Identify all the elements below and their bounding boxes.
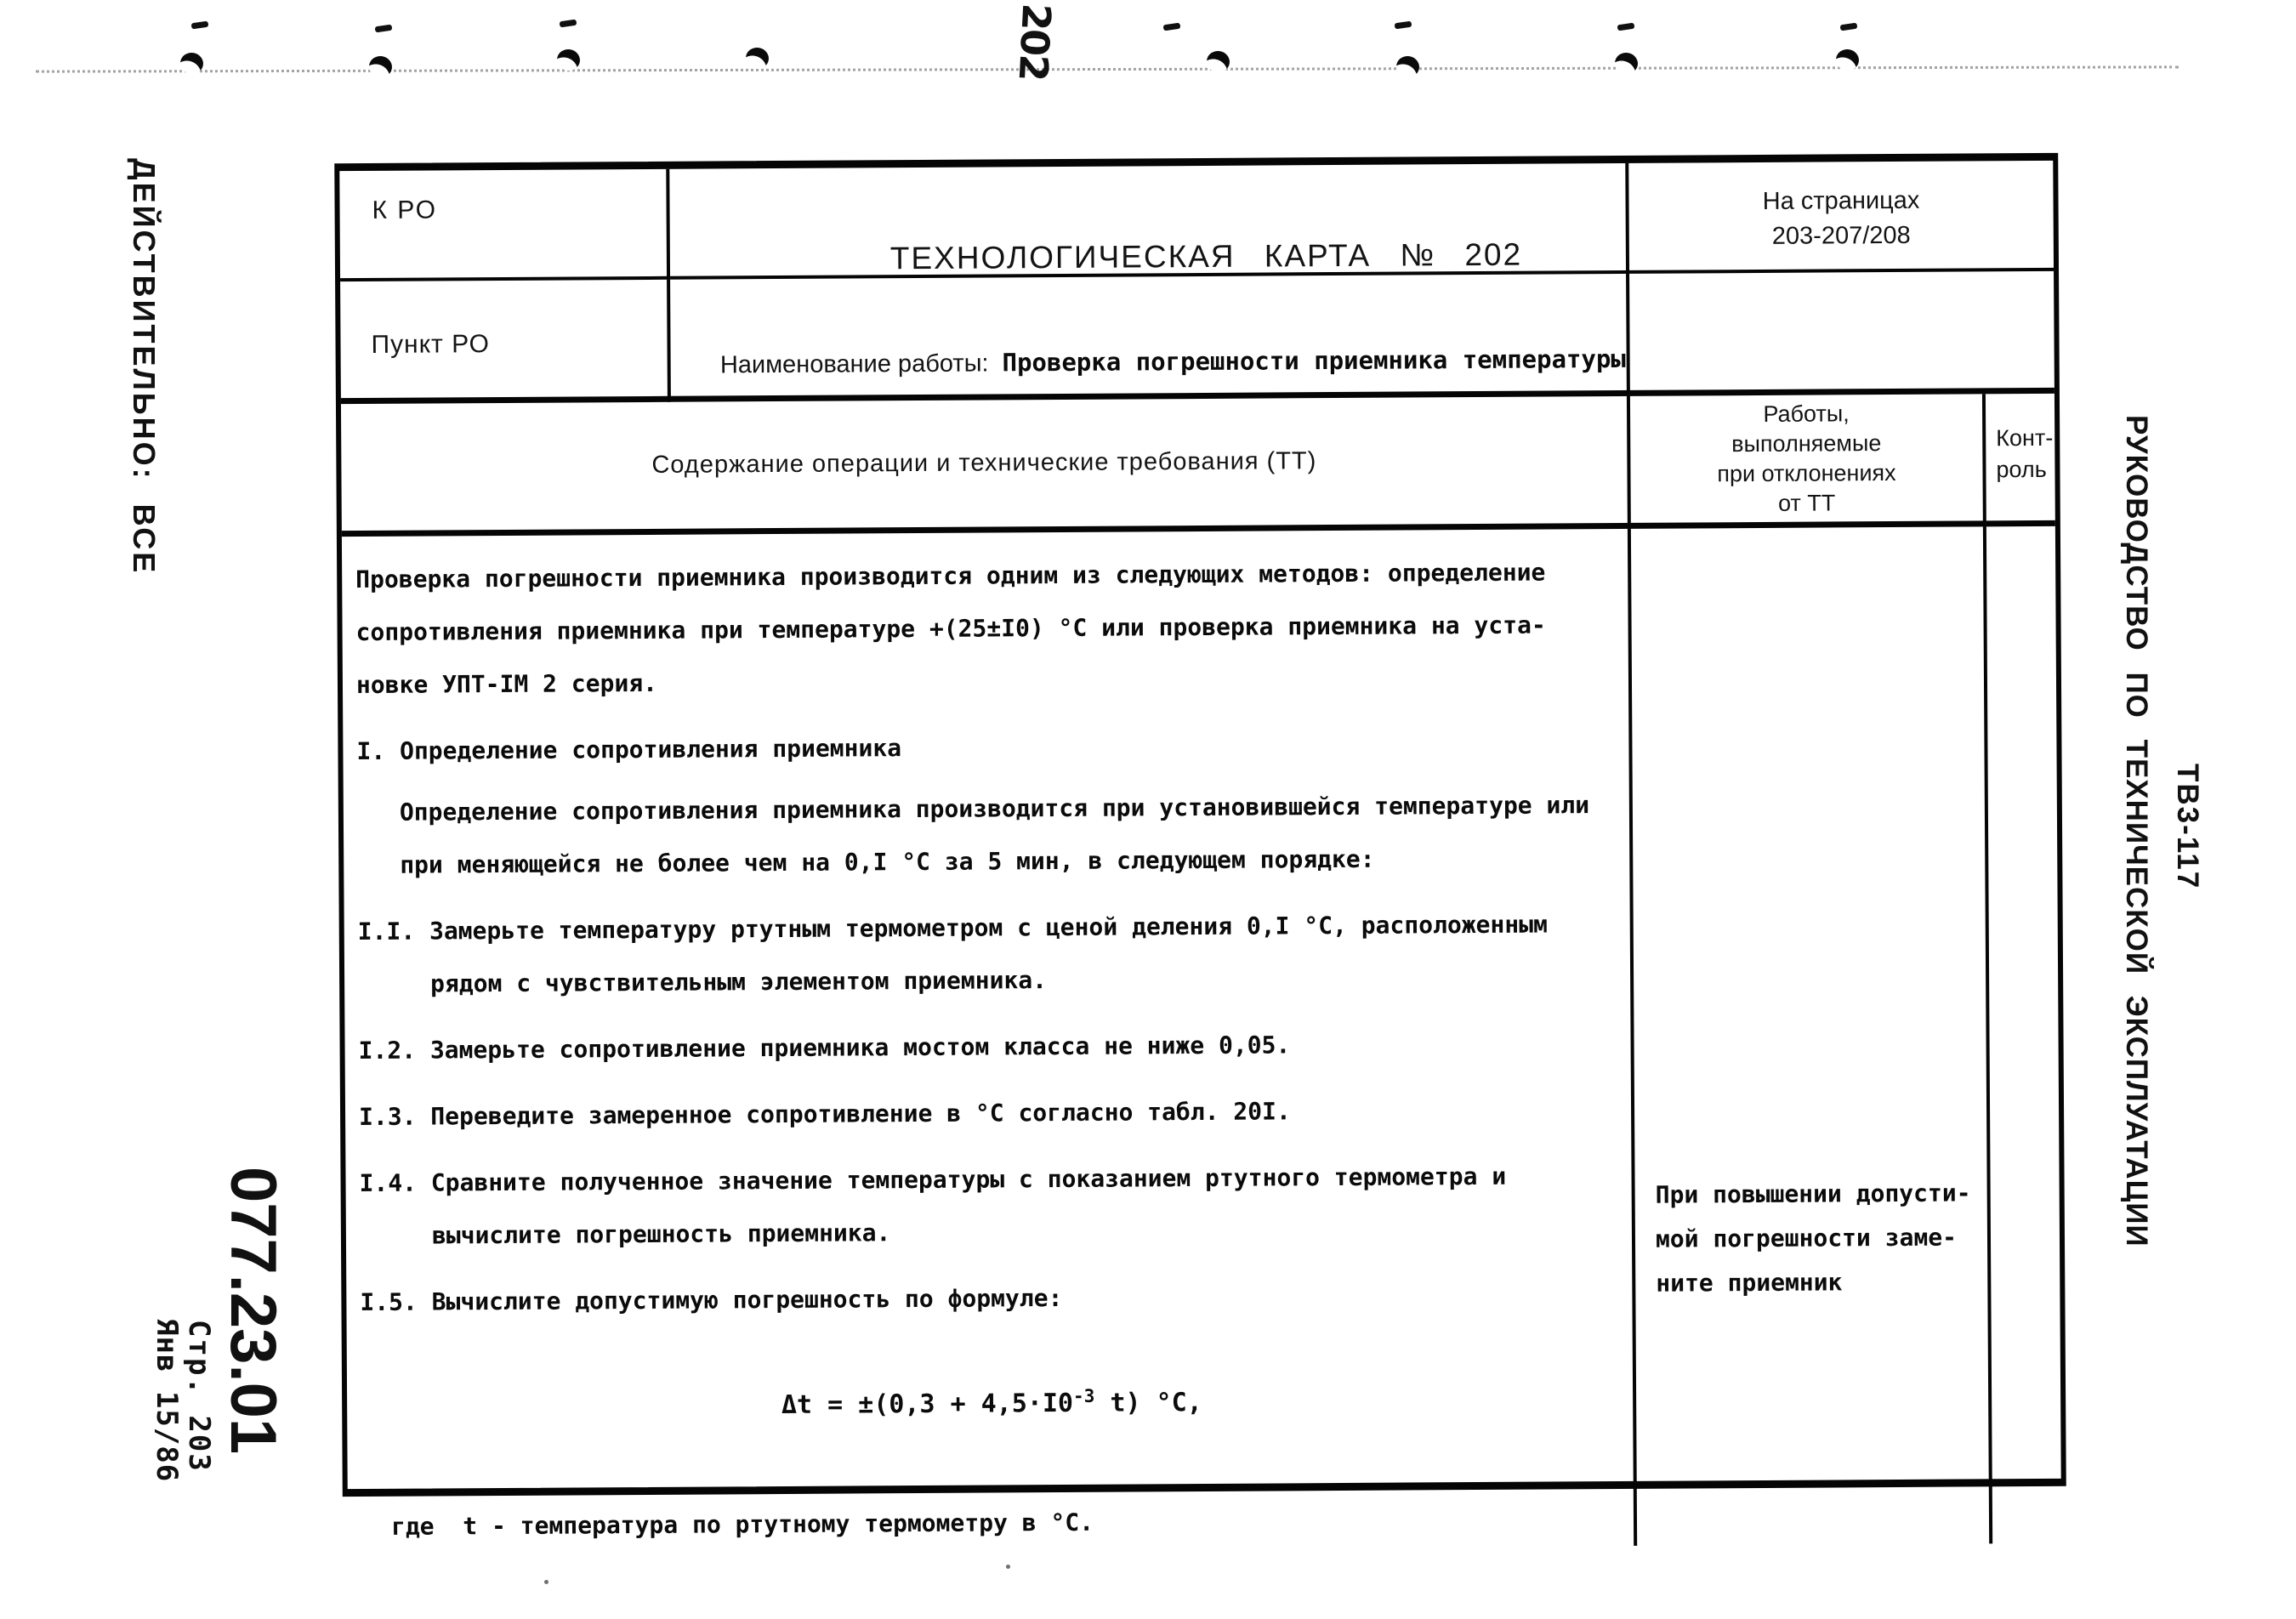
text-line: Определение сопротивления приемника производится при установившейся температуре или — [399, 791, 1590, 827]
scan-artifact-mark — [367, 54, 393, 79]
work-name-value: Проверка погрешности приемника температуры — [1002, 344, 1626, 378]
cell-content-header — [341, 396, 1631, 537]
scan-artifact-mark — [1613, 51, 1639, 76]
card-title: ТЕХНОЛОГИЧЕСКАЯ КАРТА № 202 — [889, 236, 1523, 276]
deviation-note — [1635, 1171, 1988, 1306]
cell-deviation-actions — [1631, 526, 1992, 1546]
scan-artifact-mark — [744, 46, 770, 71]
text-line: Проверка погрешности приемника производится одним из следующих методов: определение — [355, 558, 1546, 594]
text-line: мой погрешности заме- — [1655, 1223, 1958, 1253]
text-line: I.I. Замерьте температуру ртутным термометром с ценой деления 0,I °С, расположенным — [357, 910, 1548, 946]
page-edge-dashed-line — [36, 65, 2179, 72]
formula-note: где t - температура по ртутному термометру в °С. — [390, 1508, 1094, 1541]
text-line: сопротивления приемника при температуре +(25±I0) °С или проверка приемника на уста- — [355, 611, 1546, 647]
text-line: При повышении допусти- — [1655, 1179, 1971, 1209]
cell-empty-right — [1629, 271, 2054, 396]
punkt-ro-label: Пункт РО — [371, 330, 490, 359]
pages-value: 203-207/208 — [1771, 221, 1911, 250]
revision-date-label: Янв 15/86 — [150, 1318, 184, 1483]
scan-artifact-mark — [1395, 21, 1412, 30]
tech-card-table — [334, 153, 2066, 1541]
cell-punkt-ro — [340, 280, 671, 404]
work-name-label: Наименование работы: — [719, 349, 989, 379]
scan-artifact-mark — [1395, 54, 1420, 79]
scan-artifact-mark — [544, 1580, 548, 1584]
validity-label: ДЕЙСТВИТЕЛЬНО: ВСЕ — [127, 158, 162, 576]
cell-control-header — [1986, 394, 2055, 526]
cell-operation-content — [342, 529, 1637, 1554]
cell-k-ro — [339, 169, 670, 281]
manual-title: РУКОВОДСТВО ПО ТЕХНИЧЕСКОЙ ЭКСПЛУАТАЦИИ — [2120, 415, 2153, 1247]
control-header-line: роль — [1996, 456, 2047, 483]
formula-exponent: -3 — [1072, 1385, 1095, 1406]
cell-control — [1986, 526, 2061, 1543]
cell-work-name — [670, 274, 1630, 402]
document-number: 077.23.01 — [217, 1167, 290, 1455]
engine-code: ТВ3-117 — [2171, 764, 2204, 890]
cell-deviation-header — [1630, 394, 1986, 529]
pages-label: На страницах — [1762, 186, 1920, 215]
scan-artifact-mark — [560, 20, 577, 28]
text-line: I.2. Замерьте сопротивление приемника мостом класса не ниже 0,05. — [358, 1031, 1291, 1065]
handwritten-page-number: 202 — [1009, 2, 1060, 82]
text-line: при меняющейся не более чем на 0,I °С за 5 мин, в следующем порядке: — [400, 844, 1375, 879]
scan-artifact-mark — [1840, 23, 1858, 31]
text-line: I.5. Вычислите допустимую погрешность по формуле: — [360, 1284, 1063, 1317]
formula-pre: Δt = ±(0,3 + 4,5·I0 — [781, 1388, 1074, 1421]
formula-post: t) °С, — [1094, 1387, 1202, 1418]
deviation-header-line: Работы, — [1763, 400, 1850, 427]
k-ro-label: К РО — [372, 196, 438, 224]
deviation-header-line: от ТТ — [1777, 489, 1836, 516]
scan-artifact-mark — [375, 25, 393, 33]
control-header-line: Конт- — [1996, 424, 2054, 452]
text-line: I.3. Переведите замеренное сопротивление в °С согласно табл. 20I. — [358, 1097, 1291, 1132]
cell-pages — [1628, 161, 2054, 274]
text-line: ните приемник — [1656, 1268, 1843, 1298]
text-line: новке УПТ-IМ 2 серия. — [355, 668, 658, 700]
section-title: I. Определение сопротивления приемника — [356, 734, 902, 766]
deviation-header-line: выполняемые — [1731, 429, 1882, 457]
text-line: вычислите погрешность приемника. — [431, 1219, 891, 1250]
scan-artifact-mark — [191, 21, 209, 30]
tolerance-formula — [361, 1321, 1634, 1487]
cell-card-title — [669, 163, 1629, 280]
scan-artifact-mark — [1163, 23, 1181, 31]
text-line: I.4. Сравните полученное значение температуры с показанием ртутного термометра и — [359, 1162, 1507, 1198]
text-line: рядом с чувствительным элементом приемника. — [430, 966, 1048, 998]
deviation-header-line: при отклонениях — [1717, 459, 1896, 486]
scan-artifact-mark — [1617, 23, 1635, 31]
scan-artifact-mark — [1006, 1565, 1010, 1569]
page-number-label: Стр. 203 — [182, 1320, 216, 1473]
content-column-header: Содержание операции и технические требования (ТТ) — [651, 447, 1317, 479]
